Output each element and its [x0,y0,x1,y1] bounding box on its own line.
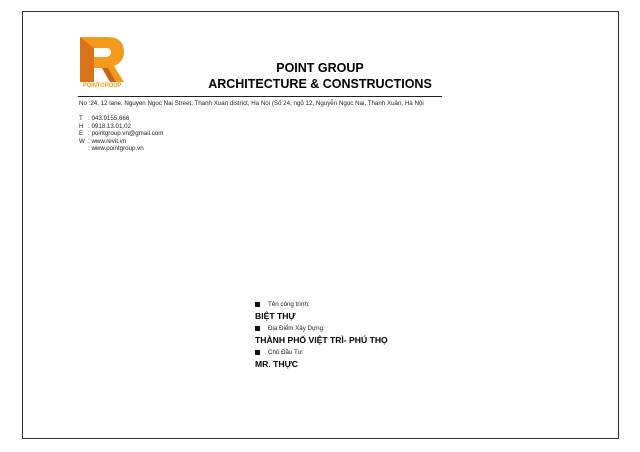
project-location-label: Địa Điểm Xây Dựng: [268,325,325,332]
contact-key: T [79,115,83,122]
project-name-value: BIỆT THỰ [255,311,296,321]
contact-value: : 043.9155.666 [88,115,130,122]
company-subtitle: ARCHITECTURE & CONSTRUCTIONS [208,77,432,91]
contact-website-1 [79,138,163,146]
project-investor-value: MR. THỰC [255,359,298,369]
logo-caption: POINTGROUP [82,83,122,89]
bullet-icon [255,302,260,307]
project-name-label-row [255,299,388,310]
project-investor-label-row [255,347,388,358]
contact-list [79,115,163,153]
project-investor-label: Chủ Đầu Tư: [268,349,304,356]
contact-key: E [79,130,84,138]
company-name: POINT GROUP [276,61,364,75]
contact-key: W [79,137,85,145]
header-divider [78,96,442,97]
contact-value: : pointgroup.vn@gmail.com [88,130,164,138]
contact-website-2 [79,145,163,153]
project-location-value: THÀNH PHỐ VIỆT TRÌ- PHÚ THỌ [255,335,388,345]
project-info [255,299,388,371]
project-name-label: Tên công trình: [268,301,310,308]
contact-key: H [79,122,84,130]
bullet-icon [255,326,260,331]
contact-email [79,130,163,138]
contact-hotline [79,123,163,131]
project-location-label-row [255,323,388,334]
contact-value: : 0918.13.01.02 [88,122,132,130]
company-address: No :24, 12 lane, Nguyen Ngoc Nai Street, Thanh Xuan district, Ha Noi (Số 24, ngõ 12, Nguyễn Ngọc Nại, Thanh Xuân, Hà Nội [79,100,424,107]
contact-value: : www.pointgroup.vn [88,145,144,153]
pointgroup-logo [78,36,126,90]
contact-value: : www.revit.vn [88,137,127,145]
r-logo-icon [78,36,126,84]
contact-key [79,145,88,153]
bullet-icon [255,350,260,355]
contact-phone [79,115,163,123]
